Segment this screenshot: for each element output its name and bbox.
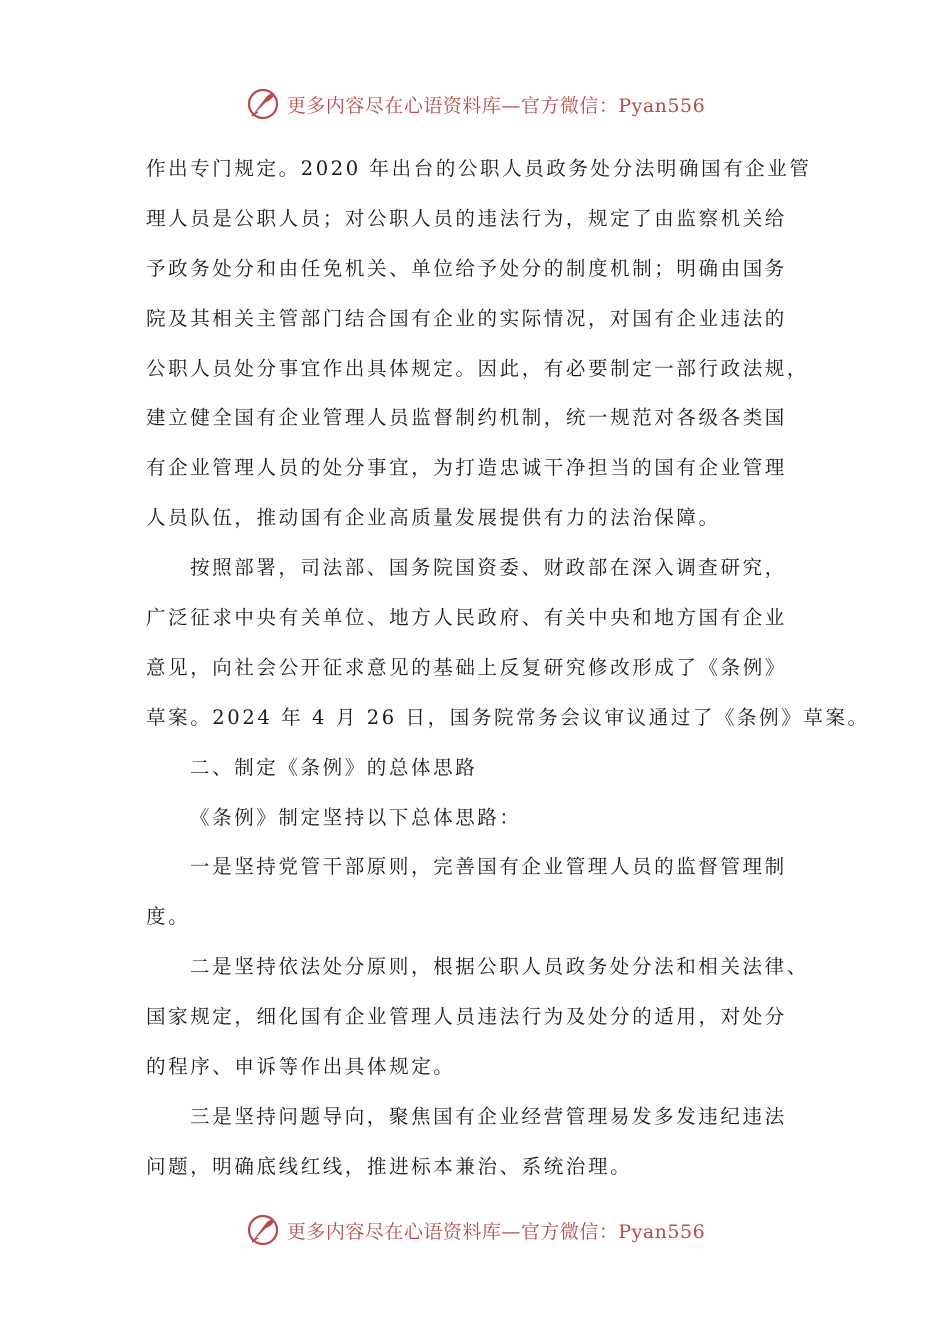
paragraph-line: 作出专门规定。2020 年出台的公职人员政务处分法明确国有企业管 [146, 157, 812, 180]
footer-watermark-banner [0, 1210, 950, 1250]
section-heading: 二、制定《条例》的总体思路 [190, 755, 478, 779]
paragraph-line: 建立健全国有企业管理人员监督制约机制，统一规范对各级各类国 [146, 406, 787, 430]
paragraph-line: 度。 [146, 905, 191, 929]
paragraph-line: 问题，明确底线红线，推进标本兼治、系统治理。 [146, 1154, 633, 1178]
header-watermark-text: 更多内容尽在心语资料库—官方微信：Pyan556 [286, 94, 706, 117]
quill-logo-icon [245, 86, 281, 122]
paragraph-line: 国家规定，细化国有企业管理人员违法行为及处分的适用，对处分 [146, 1005, 787, 1029]
paragraph-line: 广泛征求中央有关单位、地方人民政府、有关中央和地方国有企业 [146, 606, 787, 630]
quill-logo-icon [245, 1212, 281, 1248]
paragraph-line: 公职人员处分事宜作出具体规定。因此，有必要制定一部行政法规， [146, 356, 810, 380]
paragraph-line: 人员队伍，推动国有企业高质量发展提供有力的法治保障。 [146, 506, 721, 530]
paragraph-line: 三是坚持问题导向，聚焦国有企业经营管理易发多发违纪违法 [190, 1104, 787, 1128]
header-watermark-banner [0, 84, 950, 124]
paragraph-line: 理人员是公职人员；对公职人员的违法行为，规定了由监察机关给 [146, 206, 787, 230]
footer-watermark-text: 更多内容尽在心语资料库—官方微信：Pyan556 [286, 1220, 706, 1243]
paragraph-line: 一是坚持党管干部原则，完善国有企业管理人员的监督管理制 [190, 855, 787, 879]
paragraph-line: 院及其相关主管部门结合国有企业的实际情况，对国有企业违法的 [146, 306, 787, 330]
paragraph-line: 二是坚持依法处分原则，根据公职人员政务处分法和相关法律、 [190, 955, 809, 979]
paragraph-line: 意见，向社会公开征求意见的基础上反复研究修改形成了《条例》 [146, 655, 787, 679]
document-body [146, 144, 870, 1192]
paragraph-line: 《条例》制定坚持以下总体思路： [190, 805, 522, 829]
paragraph-line: 予政务处分和由任免机关、单位给予处分的制度机制；明确由国务 [146, 256, 787, 280]
paragraph-line: 的程序、申诉等作出具体规定。 [146, 1055, 456, 1079]
paragraph-line: 草案。2024 年 4 月 26 日，国务院常务会议审议通过了《条例》草案。 [146, 705, 870, 729]
paragraph-line: 按照部署，司法部、国务院国资委、财政部在深入调查研究， [190, 556, 787, 580]
paragraph-line: 有企业管理人员的处分事宜，为打造忠诚干净担当的国有企业管理 [146, 456, 787, 480]
